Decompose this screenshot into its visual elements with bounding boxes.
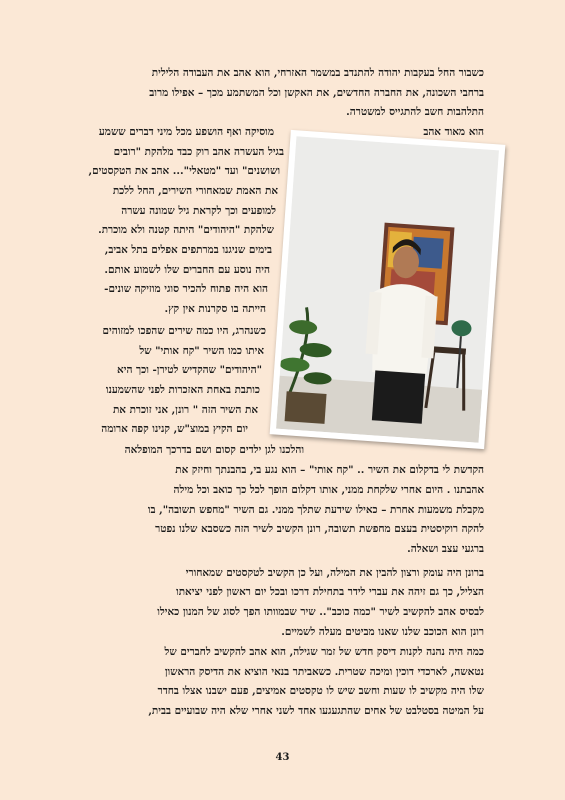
photo-illustration: [276, 136, 499, 442]
text-line: "היהודים" שהקדיש לטירן- וכך היא: [117, 364, 262, 376]
photo-of-young-man: [276, 136, 499, 442]
text-line: הוא מאוד אהב: [423, 126, 484, 138]
text-line: רונן הוא הכוכב שלנו שאנו מביטים מעלה לשמיים.: [281, 626, 484, 638]
text-line: את האמת שמאחורי השירים, החל ללכת: [112, 185, 278, 197]
text-line: כשנהרג, היו כמה שירים שהפכו למזוהים: [102, 325, 266, 337]
text-line: שלהקת "היהודים" היתה קטנה ולא מוכרת.: [98, 224, 274, 236]
text-line: בגיל העשרה אהב רוק כבד מלהקת "רובים: [113, 146, 284, 158]
page-number: 43: [275, 752, 290, 763]
text-line: על המיטה בסטלבט של אחים שהתגעגעו אחד לשני אחרי שלא היה שבועיים בבית,: [148, 705, 484, 717]
text-line: הקדשת לי בדקלום את השיר .. "קח אותי" – הוא נגע בי, בהבנתך וחיזק את: [175, 464, 484, 476]
text-line: הצליל, כך גם זיהה את עברי לידר בתחילת דרכו ובכל יום ראשון לפני יציאתו: [176, 586, 484, 598]
text-line: מוסיקה ואף הושפע מכל מיני דברים ששמע: [98, 126, 274, 138]
text-line: איתו כמו השיר "קח אותי" של: [139, 345, 264, 357]
text-line: היה נוסע עם החברים שלו לשמוע אותם.: [104, 264, 270, 276]
text-line: התלהבות חשב להתגייס למשטרה.: [346, 106, 484, 118]
text-line: לבסיס אהב להקשיב לשיר "כמה כוכב".. שיר שבמוותו הפך לסוג של המנון כאילו: [157, 606, 484, 618]
text-line: ברחבי השכונה, את החברה החדשים, את האקשן וכל המשתמע מכך – אפילו מרוב: [149, 87, 484, 99]
text-line: אהבתנו . היום אחרי שלקחת ממני, אותו דקלום הופך לכל כך כואב וכל מילה: [173, 484, 484, 496]
text-line: והלכנו לגן ילדים קסום ושם בדרכך המופלאה: [124, 444, 304, 456]
text-line: כשבור החל בעקבות יהודה להתנדב במשמר האזרחי, הוא אהב את העבודה הלילית: [151, 67, 484, 79]
text-line: ברגעי עצב ושאלה.: [407, 543, 484, 555]
text-line: את השיר הזה " רונן, אני זוכרת את: [112, 404, 258, 416]
text-line: הוא היה פתוח להכיר סוגי מוזיקה שונים-: [104, 283, 268, 295]
text-line: להקה רוקיסטית בעצם מחפשת תשובה, רונן הקשיב לשיר הזה כשסבא שלנו נפטר: [155, 523, 484, 535]
text-line: ושושנים" ועד "מטאלי"... אהב את הטקסטים,: [88, 165, 280, 177]
text-line: מקבלת משמעות אחרת – כאילו שידעת שתלך ממני. גם השיר "מחפש תשובה", בו: [147, 504, 484, 516]
text-line: כותבת באחת האזכרות לפני שהשמענו: [105, 384, 260, 396]
text-line: נטאשה, לארכדי דוכין ומיכה שטרית. כשאביתר בנאי הוציא את הדיסק הראשון: [164, 666, 484, 678]
text-line: הייתה בו סקרנות אין קץ.: [164, 303, 266, 315]
text-line: יום הקיץ במוצ"ש, קנינו קפה ארומה: [101, 423, 248, 435]
photo-frame: [270, 130, 506, 449]
text-line: בימים שניגנו במרתפים אפלים בתל אביב,: [104, 244, 272, 256]
text-line: שלו היה מקשיב לו שעות וחשב שיש לו טקסטים אמיצים, פעם ישבנו אצלו בחדר: [157, 685, 484, 697]
text-line: למופעים וכך לקראת גיל שמונה עשרה: [121, 205, 276, 217]
text-line: ברונן היה עומק ורצון להבין את המילה, ועל כן הקשיב לטקסטים שמאחורי: [185, 567, 484, 579]
text-line: כמה היה נהנה לקנות דיסק חדש של זמר שגילה, הוא אהב להקשיב לחברים של: [164, 646, 484, 658]
